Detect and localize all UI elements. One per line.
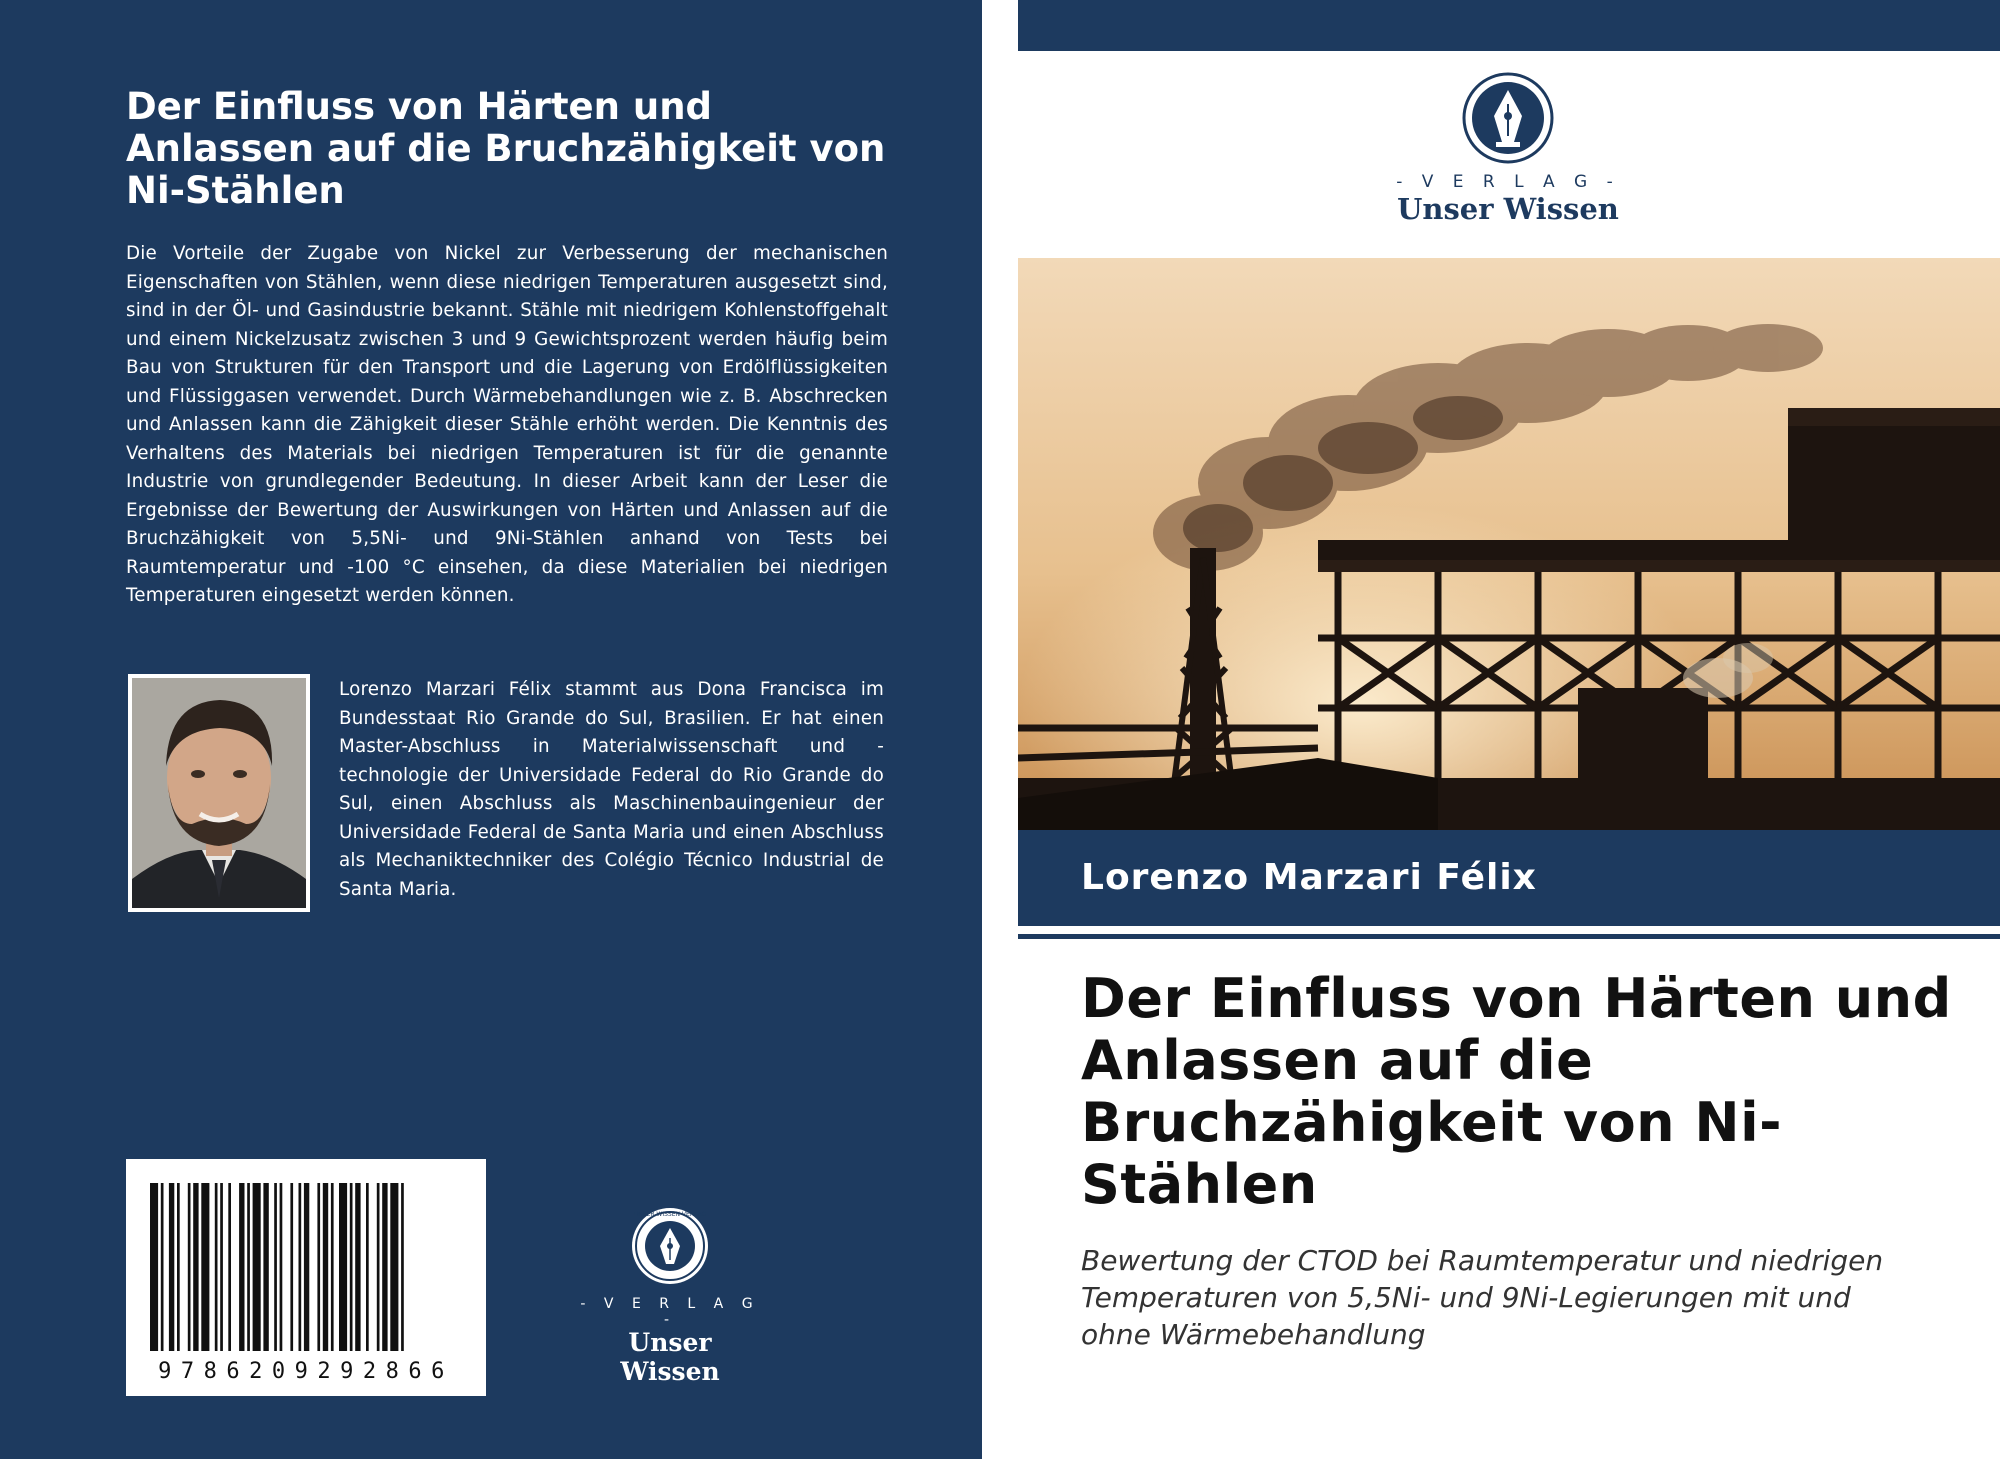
barcode-bar (193, 1183, 198, 1351)
back-cover-blurb: Die Vorteile der Zugabe von Nickel zur Verbesserung der mechanischen Eigenschaften von Stählen, wenn diese niedrigen Temperaturen ausgesetzt sind, sind in der Öl- und Gasindustrie bekannt. Stähle mit niedrigem Kohlenstoffgehalt und einem Nickelzusatz zwischen 3 und 9 Gewichtsprozent werden häufig beim Bau von Strukturen für den Transport und die Lagerung von Erdölflüssigkeiten und Flüssiggasen verwendet. Durch Wärmebehandlungen wie z. B. Abschrecken und Anlassen kann die Zähigkeit dieser Stähle erhöht werden. Die Kenntnis des Verhaltens des Materials bei niedrigen Temperaturen ist für die genannte Industrie von grundlegender Bedeutung. In dieser Arbeit kann der Leser die Ergebnisse der Bewertung der Auswirkungen von Härten und Anlassen auf die Bruchzähigkeit von 5,5Ni- und 9Ni-Stählen anhand von Tests bei Raumtemperatur und -100 °C einsehen, da diese Materialien bei niedrigen Temperaturen eingesetzt werden können. (126, 243, 888, 606)
barcode-bar (150, 1183, 158, 1351)
barcode-bar (339, 1183, 347, 1351)
barcode-bar (355, 1183, 360, 1351)
front-publisher-logo (1368, 72, 1648, 226)
front-cover-title: Der Einfluss von Härten und Anlassen auf die Bruchzähigkeit von Ni-Stählen (1081, 967, 1952, 1216)
barcode-bar (169, 1183, 174, 1351)
front-cover-subtitle: Bewertung der CTOD bei Raumtemperatur und niedrigen Temperaturen von 5,5Ni- und 9Ni-Legierungen mit und ohne Wärmebehandlung (1081, 1244, 1884, 1351)
logo-ring-text: UNSER WISSEN VERLAG (633, 1211, 707, 1218)
barcode-bar (188, 1183, 191, 1351)
back-logo-verlag: - V E R L A G - (580, 1296, 760, 1328)
barcode-bar (401, 1183, 404, 1351)
back-cover (0, 0, 982, 1459)
cover-photo (1018, 258, 2000, 830)
barcode-bar (177, 1183, 180, 1351)
barcode-bar (390, 1183, 398, 1351)
front-cover (1018, 0, 2000, 1459)
factory-smoke-photo (1018, 258, 2000, 830)
barcode-bar (382, 1183, 387, 1351)
barcode-bar (304, 1183, 309, 1351)
barcode-bar (350, 1183, 353, 1351)
author-photo (128, 674, 310, 912)
barcode-bars (126, 1159, 486, 1359)
author-portrait-icon (128, 674, 310, 912)
barcode-bar (263, 1183, 268, 1351)
barcode-bar (220, 1183, 223, 1351)
front-logo-name: Unser Wissen (1397, 192, 1619, 226)
barcode-bar (239, 1183, 244, 1351)
front-divider (1018, 934, 2000, 939)
isbn-digits: 9786209292866 (158, 1359, 454, 1384)
barcode-bar (317, 1183, 320, 1351)
pen-nib-icon (1368, 72, 1648, 164)
back-logo-name: Unser Wissen (620, 1328, 720, 1386)
barcode-bar (366, 1183, 369, 1351)
barcode-bar (323, 1183, 328, 1351)
spine-gap (982, 0, 1018, 1459)
back-publisher-logo (580, 1206, 760, 1386)
barcode-bar (253, 1183, 261, 1351)
isbn-barcode (126, 1159, 486, 1396)
barcode-bar (247, 1183, 250, 1351)
barcode-bar (377, 1183, 380, 1351)
barcode-bar (299, 1183, 302, 1351)
front-logo-verlag: - V E R L A G - (1396, 172, 1620, 192)
author-bio: Lorenzo Marzari Félix stammt aus Dona Francisca im Bundesstaat Rio Grande do Sul, Brasilien. Er hat einen Master-Abschluss in Materialwissenschaft und -technologie der Universidade Federal do Rio Grande do Sul, einen Abschluss als Maschinenbauingenieur der Universidade Federal de Santa Maria und einen Abschluss als Mechaniktechniker des Colégio Técnico Industrial de Santa Maria. (339, 679, 884, 900)
barcode-bar (228, 1183, 231, 1351)
barcode-bar (290, 1183, 293, 1351)
barcode-bar (201, 1183, 209, 1351)
back-cover-title: Der Einfluss von Härten und Anlassen auf die Bruchzähigkeit von Ni-Stählen (126, 85, 886, 212)
barcode-bar (280, 1183, 283, 1351)
barcode-bar (274, 1183, 277, 1351)
barcode-bar (161, 1183, 164, 1351)
front-author-name: Lorenzo Marzari Félix (1081, 857, 1537, 898)
pen-nib-icon (580, 1206, 760, 1286)
barcode-bar (215, 1183, 218, 1351)
front-top-bar (1018, 0, 2000, 51)
barcode-bar (331, 1183, 334, 1351)
